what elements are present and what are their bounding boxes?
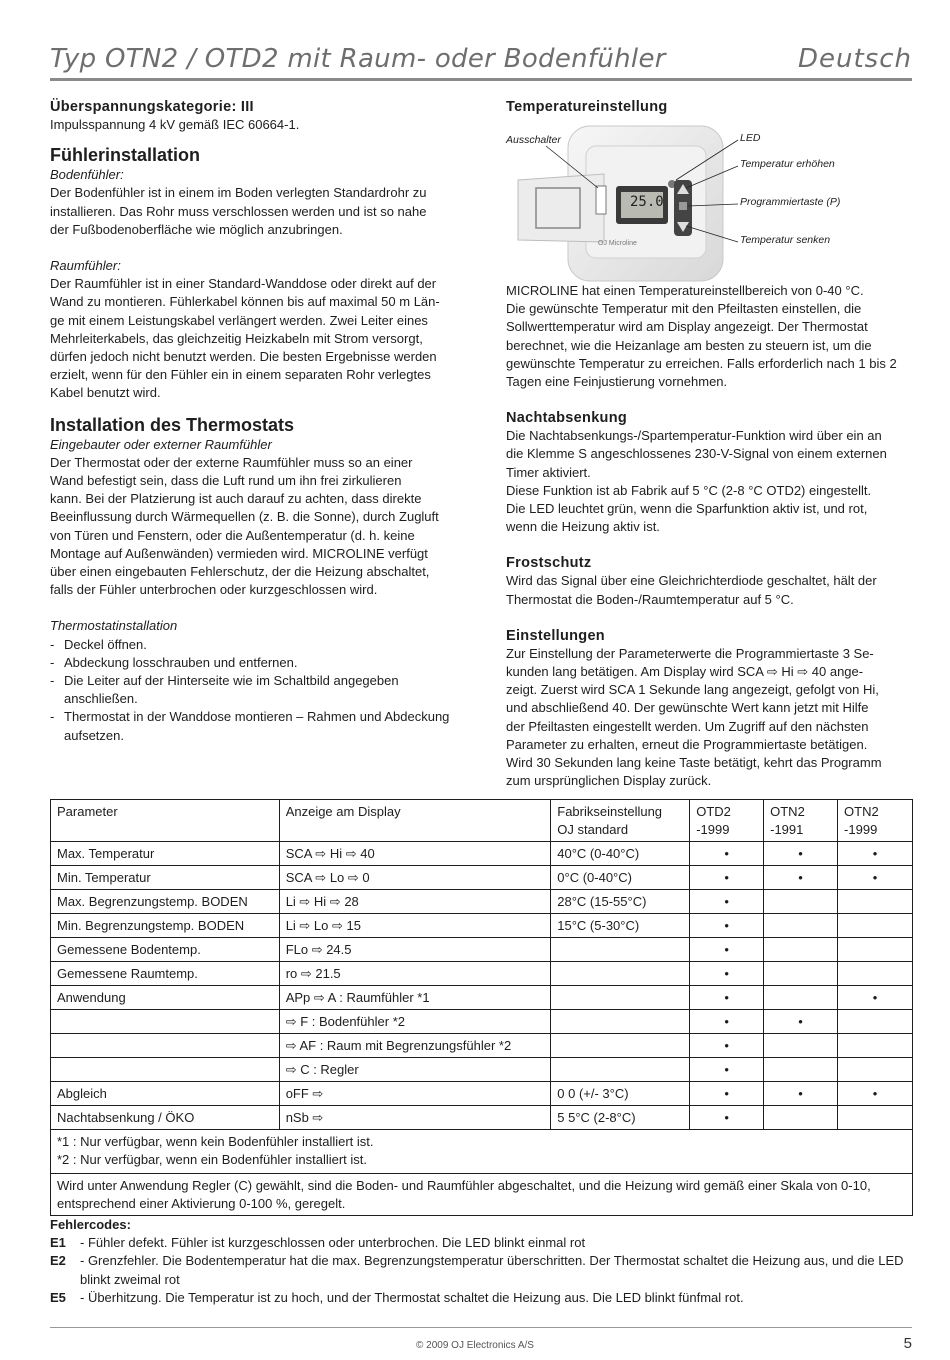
temp-heading: Temperatureinstellung (506, 99, 668, 115)
table-row (51, 986, 913, 1010)
left-column (50, 98, 460, 745)
cell-display: SCA ⇨ Hi ⇨ 40 (279, 842, 551, 866)
thermostat-figure (506, 124, 912, 284)
cell-parameter: Min. Begrenzungstemp. BODEN (51, 914, 280, 938)
raum-line: dürfen jedoch nicht benutzt werden. Die besten Ergebnisse werden (50, 349, 437, 365)
cell-otd2-1999: • (690, 914, 764, 938)
parameter-table (50, 799, 913, 1216)
cell-parameter: Anwendung (51, 986, 280, 1010)
raum-line: ge mit einem Leistungskabel verlängert werden. Zwei Leiter eines (50, 312, 428, 328)
cell-otn2-1991: • (764, 1010, 838, 1034)
cell-otn2-1999 (838, 1034, 913, 1058)
label-senken: Temperatur senken (740, 234, 831, 246)
cell-otn2-1999 (838, 1058, 913, 1082)
header-cell: OTN2 -1991 (764, 800, 838, 842)
page-header (50, 44, 912, 81)
header-cell: Fabrikseinstellung OJ standard (551, 800, 690, 842)
footer-divider (50, 1327, 912, 1328)
thermostat-door (518, 174, 604, 242)
temp-line: Die gewünschte Temperatur mit den Pfeiltasten einstellen, die (506, 301, 862, 317)
table-notes (51, 1130, 913, 1174)
table-row (51, 1058, 913, 1082)
table-regler-row (51, 1174, 913, 1216)
cell-display: Li ⇨ Lo ⇨ 15 (279, 914, 551, 938)
boden-line: installieren. Das Rohr muss verschlossen werden und ist so nahe (50, 203, 427, 219)
temp-line: Sollwerttemperatur wird am Display angezeigt. Der Thermostat (506, 319, 868, 335)
error-text: - Grenzfehler. Die Bodentemperatur hat die max. Begrenzungstemperatur überschritten. Der Thermostat schaltet die Heizung aus, und die LED blinkt zweimal rot (80, 1253, 904, 1287)
thermostat-install-subheading: Thermostatinstallation (50, 618, 178, 634)
frost-heading: Frostschutz (506, 555, 592, 572)
cell-otn2-1991 (764, 890, 838, 914)
cell-otn2-1991 (764, 914, 838, 938)
error-code-item (50, 1252, 920, 1288)
einst-line: Zur Einstellung der Parameterwerte die Programmiertaste 3 Se- (506, 645, 874, 661)
label-ausschalter: Ausschalter (506, 134, 561, 146)
error-codes (50, 1216, 920, 1307)
nacht-line: Timer aktiviert. (506, 464, 591, 480)
error-text: - Fühler defekt. Fühler ist kurzgeschlossen oder unterbrochen. Die LED blinkt einmal rot (80, 1235, 586, 1251)
einst-line: Wird 30 Sekunden lang keine Taste betätigt, kehrt das Programm (506, 755, 882, 771)
cell-display: ⇨ AF : Raum mit Begrenzungsfühler *2 (279, 1034, 551, 1058)
einst-line: Parameter zu erhalten, erneut die Programmiertaste betätigen. (506, 736, 868, 752)
cell-factory: 0 0 (+/- 3°C) (551, 1082, 690, 1106)
install-step: - Abdeckung losschrauben und entfernen. (50, 654, 460, 672)
cell-factory (551, 1010, 690, 1034)
cell-factory (551, 938, 690, 962)
temp-line: Tagen eine Feinjustierung vornehmen. (506, 374, 728, 390)
install-steps (50, 636, 460, 745)
cell-display: ⇨ C : Regler (279, 1058, 551, 1082)
cell-otn2-1991 (764, 962, 838, 986)
label-programmiertaste: Programmiertaste (P) (740, 196, 841, 208)
cell-otd2-1999: • (690, 962, 764, 986)
cell-factory (551, 962, 690, 986)
cell-otn2-1999 (838, 1010, 913, 1034)
cell-parameter: Min. Temperatur (51, 866, 280, 890)
cell-otn2-1999: • (838, 866, 913, 890)
cell-otd2-1999: • (690, 1058, 764, 1082)
cell-otn2-1991: • (764, 866, 838, 890)
cell-display: SCA ⇨ Lo ⇨ 0 (279, 866, 551, 890)
right-column-top (506, 98, 912, 116)
cell-parameter (51, 1058, 280, 1082)
raum-line: Der Raumfühler ist in einer Standard-Wanddose oder direkt auf der (50, 276, 437, 292)
nacht-line: Die Nachtabsenkungs-/Spartemperatur-Funktion wird über ein an (506, 428, 882, 444)
cell-parameter: Nachtabsenkung / ÖKO (51, 1106, 280, 1130)
table-row (51, 866, 913, 890)
raum-line: Wand zu montieren. Fühlerkabel können bis auf maximal 50 m Län- (50, 294, 440, 310)
install-subheading: Eingebauter oder externer Raumfühler (50, 436, 272, 452)
frost-line: Thermostat die Boden-/Raumtemperatur auf 5 °C. (506, 591, 794, 607)
cell-factory (551, 1034, 690, 1058)
cell-parameter: Gemessene Raumtemp. (51, 962, 280, 986)
header-cell: Parameter (51, 800, 280, 842)
cell-otd2-1999: • (690, 866, 764, 890)
einst-line: der Pfeiltasten eingestellt werden. Um Zugriff auf den nächsten (506, 718, 869, 734)
cell-otn2-1999: • (838, 986, 913, 1010)
note-1: *1 : Nur verfügbar, wenn kein Bodenfühler installiert ist. (57, 1134, 374, 1149)
cell-display: APp ⇨ A : Raumfühler *1 (279, 986, 551, 1010)
table-row (51, 938, 913, 962)
cell-otn2-1999: • (838, 1082, 913, 1106)
einst-line: und abschließend 40. Der gewünschte Wert kann jetzt mit Hilfe (506, 700, 869, 716)
cell-otd2-1999: • (690, 1106, 764, 1130)
cell-factory (551, 1058, 690, 1082)
header-cell: Anzeige am Display (279, 800, 551, 842)
page-title: Typ OTN2 / OTD2 mit Raum- oder Bodenfühler (50, 44, 666, 74)
cell-display: ro ⇨ 21.5 (279, 962, 551, 986)
install-step: - Thermostat in der Wanddose montieren – Rahmen und Abdeckung aufsetzen. (50, 708, 460, 744)
cell-display: oFF ⇨ (279, 1082, 551, 1106)
install-step: - Deckel öffnen. (50, 636, 460, 654)
cell-otn2-1999 (838, 914, 913, 938)
install-line: von Türen und Fenstern, oder die Außentemperatur (d. h. keine (50, 527, 415, 543)
cell-factory: 5 5°C (2-8°C) (551, 1106, 690, 1130)
install-line: Wand befestigt sein, dass die Luft rund um ihn frei zirkulieren (50, 473, 402, 489)
error-code: E2 (50, 1253, 66, 1269)
install-line: über einen eingebauten Fehlerschutz, der die Heizung abschaltet, (50, 564, 430, 580)
raum-line: erzielt, wenn für den Fühler ein in einem separaten Rohr verlegtes (50, 367, 431, 383)
cell-parameter: Max. Temperatur (51, 842, 280, 866)
install-step: - Die Leiter auf der Hinterseite wie im Schaltbild angegeben anschließen. (50, 672, 460, 708)
error-code: E5 (50, 1289, 66, 1305)
cell-otn2-1991 (764, 986, 838, 1010)
table-row (51, 890, 913, 914)
boden-line: der Fußbodenoberfläche wie möglich anzubringen. (50, 221, 343, 237)
table-row (51, 962, 913, 986)
cell-factory (551, 986, 690, 1010)
cell-display: Li ⇨ Hi ⇨ 28 (279, 890, 551, 914)
cell-parameter: Max. Begrenzungstemp. BODEN (51, 890, 280, 914)
program-button-icon (679, 202, 687, 210)
temp-line: MICROLINE hat einen Temperatureinstellbereich von 0-40 °C. (506, 283, 864, 298)
einst-line: zeigt. Zuerst wird SCA 1 Sekunde lang angezeigt, gefolgt von Hi, (506, 682, 879, 698)
label-led: LED (740, 132, 761, 144)
cell-parameter (51, 1010, 280, 1034)
cell-otn2-1991 (764, 938, 838, 962)
cell-factory: 15°C (5-30°C) (551, 914, 690, 938)
boden-line: Der Bodenfühler ist in einem im Boden verlegten Standardrohr zu (50, 185, 427, 201)
header-cell: OTN2 -1999 (838, 800, 913, 842)
cell-otn2-1991 (764, 1106, 838, 1130)
right-column (506, 282, 916, 790)
temp-line: gewünschte Temperatur zu erreichen. Falls erforderlich nach 1 bis 2 (506, 355, 897, 371)
brand-label: OJ Microline (598, 240, 637, 247)
cell-otd2-1999: • (690, 1010, 764, 1034)
cell-factory: 40°C (0-40°C) (551, 842, 690, 866)
cell-display: FLo ⇨ 24.5 (279, 938, 551, 962)
cell-otn2-1991: • (764, 1082, 838, 1106)
nacht-line: Diese Funktion ist ab Fabrik auf 5 °C (2-8 °C OTD2) eingestellt. (506, 482, 872, 498)
cell-otn2-1999 (838, 890, 913, 914)
boden-subheading: Bodenfühler: (50, 167, 124, 183)
cell-otd2-1999: • (690, 890, 764, 914)
table-row (51, 842, 913, 866)
cell-parameter (51, 1034, 280, 1058)
cell-display: nSb ⇨ (279, 1106, 551, 1130)
cell-otd2-1999: • (690, 1082, 764, 1106)
table-header-row (51, 800, 913, 842)
raum-line: Kabel benutzt wird. (50, 385, 161, 401)
error-code-item (50, 1289, 920, 1307)
nacht-line: wenn die Heizung aktiv ist. (506, 519, 660, 535)
einst-heading: Einstellungen (506, 627, 605, 644)
frost-line: Wird das Signal über eine Gleichrichterdiode geschaltet, hält der (506, 573, 877, 589)
install-line: Montage auf Außenwänden) vermieden wird. MICROLINE verfügt (50, 545, 428, 561)
cell-otd2-1999: • (690, 986, 764, 1010)
header-cell: OTD2 -1999 (690, 800, 764, 842)
table-row (51, 914, 913, 938)
error-codes-heading: Fehlercodes: (50, 1217, 131, 1232)
language-label: Deutsch (797, 44, 912, 74)
label-erhoehen: Temperatur erhöhen (740, 158, 835, 170)
note-2: *2 : Nur verfügbar, wenn ein Bodenfühler installiert ist. (57, 1152, 368, 1167)
table-row (51, 1010, 913, 1034)
nacht-line: Die LED leuchtet grün, wenn die Sparfunktion aktiv ist, und rot, (506, 501, 868, 517)
cell-factory: 0°C (0-40°C) (551, 866, 690, 890)
cell-otn2-1991 (764, 1034, 838, 1058)
einst-line: zum ursprünglichen Display zurück. (506, 773, 712, 789)
cell-display: ⇨ F : Bodenfühler *2 (279, 1010, 551, 1034)
display-readout: 25.0 (630, 194, 664, 210)
cell-parameter: Gemessene Bodentemp. (51, 938, 280, 962)
error-code-item (50, 1234, 920, 1252)
table-row (51, 1106, 913, 1130)
table-notes-row (51, 1130, 913, 1174)
cell-otn2-1999 (838, 938, 913, 962)
install-line: kann. Bei der Platzierung ist auch darauf zu achten, dass direkte (50, 491, 422, 507)
off-switch (596, 186, 606, 214)
cell-otn2-1991: • (764, 842, 838, 866)
cell-otn2-1999: • (838, 842, 913, 866)
temp-line: berechnet, wie die Heizanlage am besten zu steuern ist, um die (506, 337, 872, 353)
footer-copyright: © 2009 OJ Electronics A/S (416, 1340, 534, 1351)
cell-otn2-1991 (764, 1058, 838, 1082)
cell-otn2-1999 (838, 1106, 913, 1130)
raum-line: Mehrleiterkabels, das gleichzeitig Heizkabeln mit Strom versorgt, (50, 330, 423, 346)
cell-parameter: Abgleich (51, 1082, 280, 1106)
error-text: - Überhitzung. Die Temperatur ist zu hoch, und der Thermostat schaltet die Heizung aus. Die LED blinkt fünfmal rot. (80, 1289, 744, 1305)
cell-factory: 28°C (15-55°C) (551, 890, 690, 914)
install-line: Der Thermostat oder der externe Raumfühler muss so an einer (50, 454, 413, 470)
ueberspannung-heading: Überspannungskategorie: III (50, 99, 254, 115)
table-row (51, 1034, 913, 1058)
install-line: falls der Fühler unterbrochen oder kurzgeschlossen wird. (50, 582, 378, 598)
page-number: 5 (903, 1335, 912, 1352)
ueberspannung-text: Impulsspannung 4 kV gemäß IEC 60664-1. (50, 117, 300, 132)
install-line: Beeinflussung durch Wärmequellen (z. B. die Sonne), durch Zugluft (50, 509, 439, 525)
table-row (51, 1082, 913, 1106)
einst-line: kunden lang betätigen. Am Display wird SCA ⇨ Hi ⇨ 40 ange- (506, 664, 864, 680)
nacht-heading: Nachtabsenkung (506, 410, 628, 427)
fuehler-heading: Fühlerinstallation (50, 145, 201, 166)
install-heading: Installation des Thermostats (50, 414, 295, 435)
error-code: E1 (50, 1235, 66, 1251)
thermostat-illustration (506, 124, 912, 284)
raum-subheading: Raumfühler: (50, 258, 121, 274)
cell-otn2-1999 (838, 962, 913, 986)
cell-otd2-1999: • (690, 938, 764, 962)
note-regler: Wird unter Anwendung Regler (C) gewählt, sind die Boden- und Raumfühler abgeschaltet, und die Heizung wird gemäß einer Skala von 0-10, entsprechend einer Aktivierung 0-100 %, geregelt. (51, 1174, 913, 1216)
cell-otd2-1999: • (690, 1034, 764, 1058)
cell-otd2-1999: • (690, 842, 764, 866)
nacht-line: die Klemme S angeschlossenes 230-V-Signal von einem externen (506, 446, 887, 462)
